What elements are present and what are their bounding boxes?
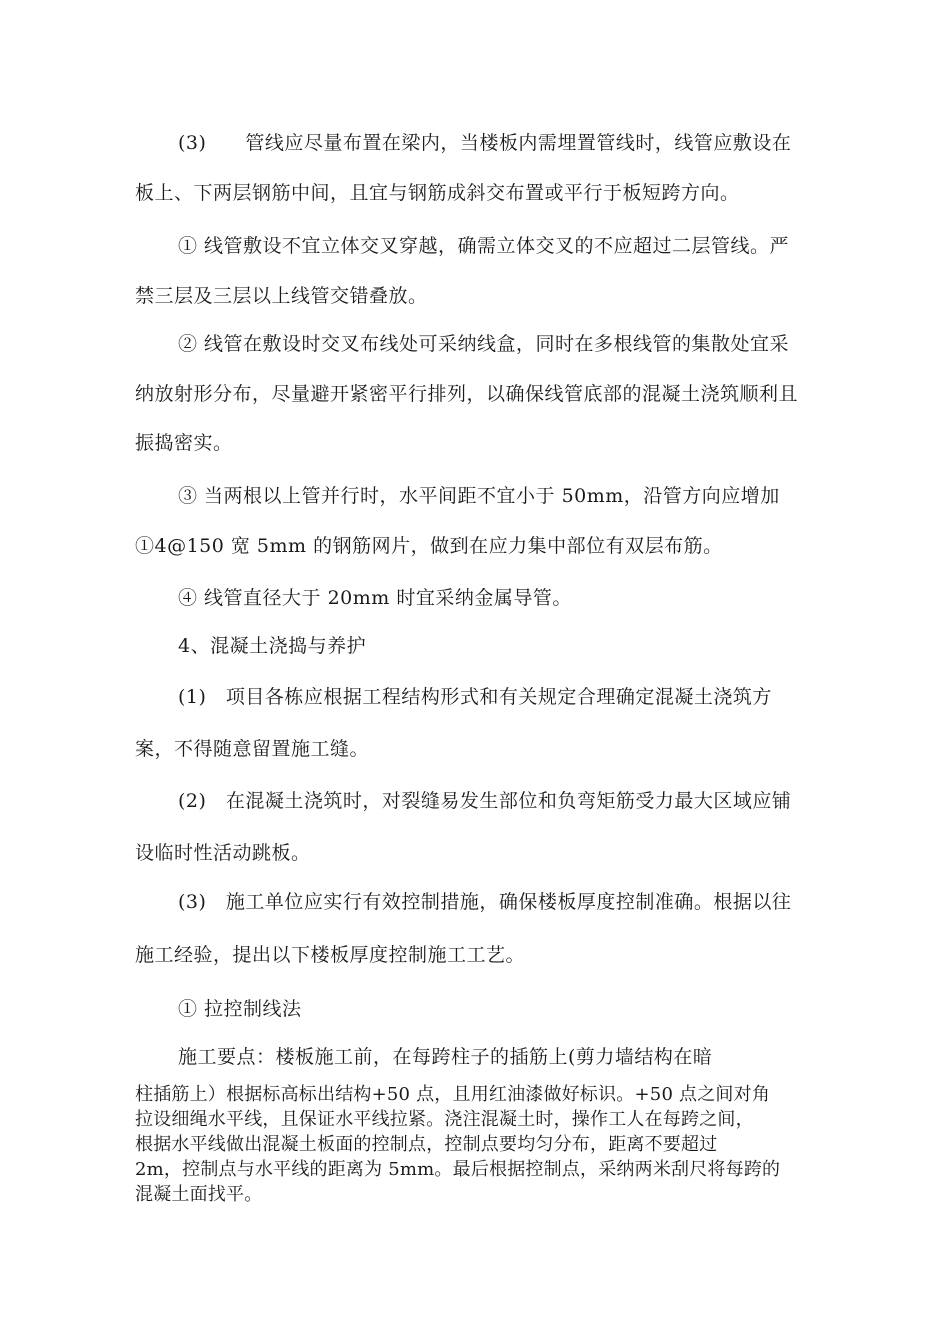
text-line: 禁三层及三层以上线管交错叠放。 — [135, 285, 428, 307]
text-line: 纳放射形分布，尽量避开紧密平行排列，以确保线管底部的混凝土浇筑顺利且 — [135, 383, 799, 405]
text-line: ④ 线管直径大于 20mm 时宜采纳金属导管。 — [178, 587, 572, 609]
text-line: 施工要点：楼板施工前，在每跨柱子的插筋上(剪力墙结构在暗 — [178, 1046, 713, 1068]
text-line: (3) 管线应尽量布置在梁内，当楼板内需埋置管线时，线管应敷设在 — [178, 132, 792, 154]
text-line: 板上、下两层钢筋中间，且宜与钢筋成斜交布置或平行于板短跨方向。 — [135, 182, 740, 204]
text-line: ② 线管在敷设时交叉布线处可采纳线盒，同时在多根线管的集散处宜采 — [178, 333, 790, 355]
text-line: 柱插筋上）根据标高标出结构+50 点，且用红油漆做好标识。+50 点之间对角 — [135, 1084, 771, 1105]
section-title: 4、混凝土浇捣与养护 — [178, 635, 367, 657]
text-line: 拉设细绳水平线，且保证水平线拉紧。浇注混凝土时，操作工人在每跨之间， — [135, 1109, 754, 1130]
text-line: ① 线管敷设不宜立体交叉穿越，确需立体交叉的不应超过二层管线。严 — [178, 235, 790, 257]
method-title: ① 拉控制线法 — [178, 998, 302, 1020]
text-line: ①4@150 宽 5mm 的钢筋网片，做到在应力集中部位有双层布筋。 — [135, 535, 723, 557]
text-line: (1) 项目各栋应根据工程结构形式和有关规定合理确定混凝土浇筑方 — [178, 686, 772, 708]
text-line: 2m，控制点与水平线的距离为 5mm。最后根据控制点，采纳两米刮尺将每跨的 — [135, 1159, 781, 1180]
text-line: 混凝土面找平。 — [135, 1184, 263, 1205]
text-line: 根据水平线做出混凝土板面的控制点，控制点要均匀分布，距离不要超过 — [135, 1134, 718, 1155]
text-line: 振捣密实。 — [135, 432, 233, 454]
text-line: 施工经验，提出以下楼板厚度控制施工工艺。 — [135, 944, 526, 966]
text-line: ③ 当两根以上管并行时，水平间距不宜小于 50mm，沿管方向应增加 — [178, 485, 780, 507]
text-line: 设临时性活动跳板。 — [135, 842, 311, 864]
text-line: (3) 施工单位应实行有效控制措施，确保楼板厚度控制准确。根据以往 — [178, 891, 792, 913]
text-line: 案，不得随意留置施工缝。 — [135, 738, 370, 760]
text-line: (2) 在混凝土浇筑时，对裂缝易发生部位和负弯矩筋受力最大区域应铺 — [178, 790, 792, 812]
